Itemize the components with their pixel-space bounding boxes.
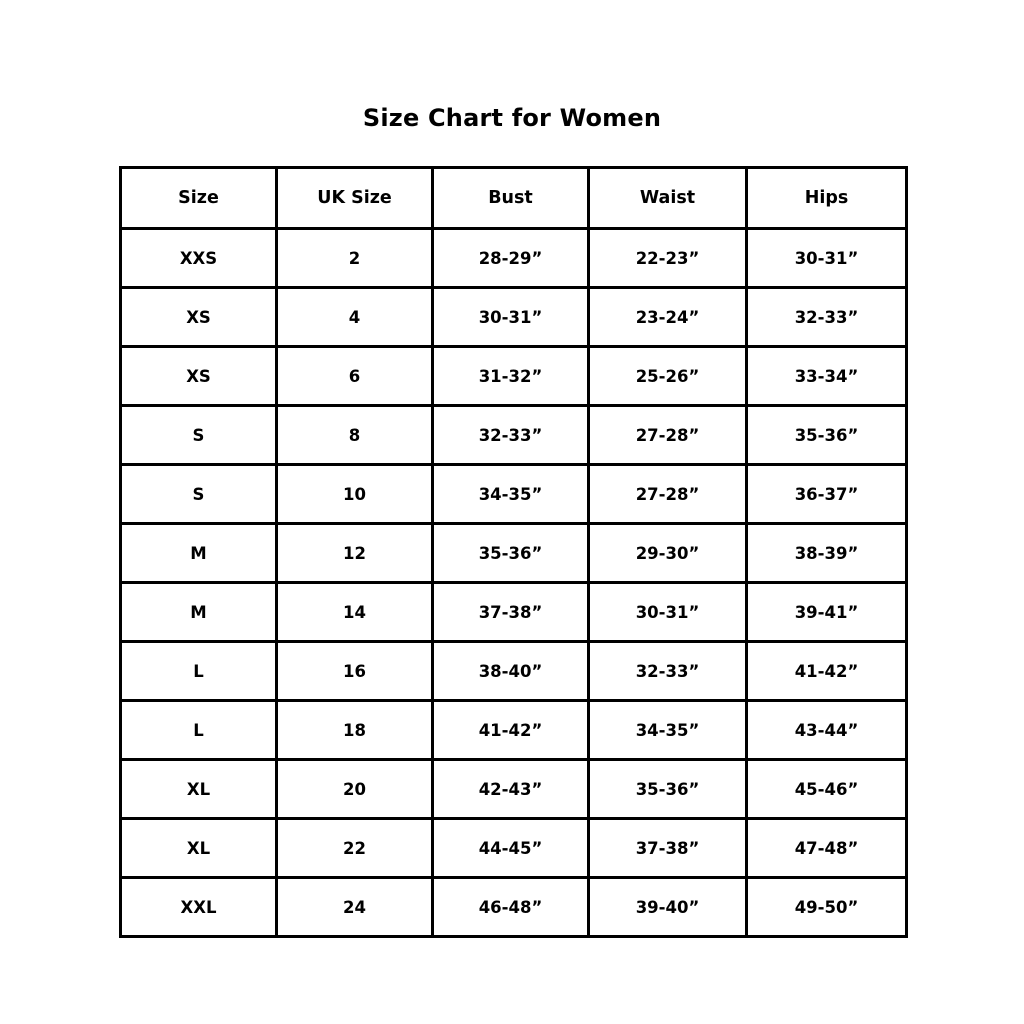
column-header-hips: Hips bbox=[747, 168, 907, 229]
table-row bbox=[121, 701, 907, 760]
cell-waist: 23-24” bbox=[589, 288, 747, 347]
table-row bbox=[121, 406, 907, 465]
cell-uk-size: 12 bbox=[277, 524, 433, 583]
cell-waist: 34-35” bbox=[589, 701, 747, 760]
cell-waist: 30-31” bbox=[589, 583, 747, 642]
cell-waist: 27-28” bbox=[589, 406, 747, 465]
table-row bbox=[121, 878, 907, 937]
cell-size: XXL bbox=[121, 878, 277, 937]
column-header-uk-size: UK Size bbox=[277, 168, 433, 229]
table-row bbox=[121, 819, 907, 878]
cell-size: XS bbox=[121, 288, 277, 347]
cell-hips: 30-31” bbox=[747, 229, 907, 288]
cell-uk-size: 18 bbox=[277, 701, 433, 760]
cell-bust: 46-48” bbox=[433, 878, 589, 937]
table-row bbox=[121, 524, 907, 583]
table-row bbox=[121, 465, 907, 524]
cell-uk-size: 4 bbox=[277, 288, 433, 347]
column-header-waist: Waist bbox=[589, 168, 747, 229]
size-chart-table-container bbox=[119, 166, 905, 938]
cell-bust: 34-35” bbox=[433, 465, 589, 524]
table-header bbox=[121, 168, 907, 229]
cell-uk-size: 24 bbox=[277, 878, 433, 937]
table-row bbox=[121, 229, 907, 288]
cell-size: M bbox=[121, 583, 277, 642]
cell-bust: 37-38” bbox=[433, 583, 589, 642]
cell-waist: 29-30” bbox=[589, 524, 747, 583]
cell-waist: 35-36” bbox=[589, 760, 747, 819]
cell-waist: 27-28” bbox=[589, 465, 747, 524]
cell-size: XXS bbox=[121, 229, 277, 288]
table-body bbox=[121, 229, 907, 937]
cell-uk-size: 22 bbox=[277, 819, 433, 878]
cell-waist: 22-23” bbox=[589, 229, 747, 288]
cell-bust: 35-36” bbox=[433, 524, 589, 583]
cell-bust: 42-43” bbox=[433, 760, 589, 819]
cell-uk-size: 20 bbox=[277, 760, 433, 819]
cell-size: M bbox=[121, 524, 277, 583]
cell-hips: 39-41” bbox=[747, 583, 907, 642]
cell-uk-size: 2 bbox=[277, 229, 433, 288]
cell-hips: 35-36” bbox=[747, 406, 907, 465]
cell-bust: 44-45” bbox=[433, 819, 589, 878]
cell-size: L bbox=[121, 642, 277, 701]
cell-waist: 25-26” bbox=[589, 347, 747, 406]
column-header-size: Size bbox=[121, 168, 277, 229]
cell-uk-size: 10 bbox=[277, 465, 433, 524]
cell-uk-size: 16 bbox=[277, 642, 433, 701]
cell-uk-size: 6 bbox=[277, 347, 433, 406]
cell-size: S bbox=[121, 465, 277, 524]
cell-hips: 45-46” bbox=[747, 760, 907, 819]
cell-size: L bbox=[121, 701, 277, 760]
cell-waist: 37-38” bbox=[589, 819, 747, 878]
table-row bbox=[121, 288, 907, 347]
cell-size: XL bbox=[121, 819, 277, 878]
cell-bust: 28-29” bbox=[433, 229, 589, 288]
cell-hips: 38-39” bbox=[747, 524, 907, 583]
cell-size: XS bbox=[121, 347, 277, 406]
cell-waist: 39-40” bbox=[589, 878, 747, 937]
cell-hips: 36-37” bbox=[747, 465, 907, 524]
cell-bust: 32-33” bbox=[433, 406, 589, 465]
cell-size: S bbox=[121, 406, 277, 465]
table-row bbox=[121, 583, 907, 642]
column-header-bust: Bust bbox=[433, 168, 589, 229]
cell-hips: 47-48” bbox=[747, 819, 907, 878]
cell-bust: 30-31” bbox=[433, 288, 589, 347]
cell-size: XL bbox=[121, 760, 277, 819]
size-chart-table bbox=[119, 166, 908, 938]
table-row bbox=[121, 347, 907, 406]
cell-uk-size: 14 bbox=[277, 583, 433, 642]
cell-waist: 32-33” bbox=[589, 642, 747, 701]
cell-uk-size: 8 bbox=[277, 406, 433, 465]
cell-bust: 38-40” bbox=[433, 642, 589, 701]
cell-bust: 31-32” bbox=[433, 347, 589, 406]
cell-bust: 41-42” bbox=[433, 701, 589, 760]
page-title: Size Chart for Women bbox=[362, 104, 662, 132]
cell-hips: 49-50” bbox=[747, 878, 907, 937]
table-header-row bbox=[121, 168, 907, 229]
cell-hips: 41-42” bbox=[747, 642, 907, 701]
cell-hips: 32-33” bbox=[747, 288, 907, 347]
table-row bbox=[121, 760, 907, 819]
table-row bbox=[121, 642, 907, 701]
cell-hips: 33-34” bbox=[747, 347, 907, 406]
cell-hips: 43-44” bbox=[747, 701, 907, 760]
